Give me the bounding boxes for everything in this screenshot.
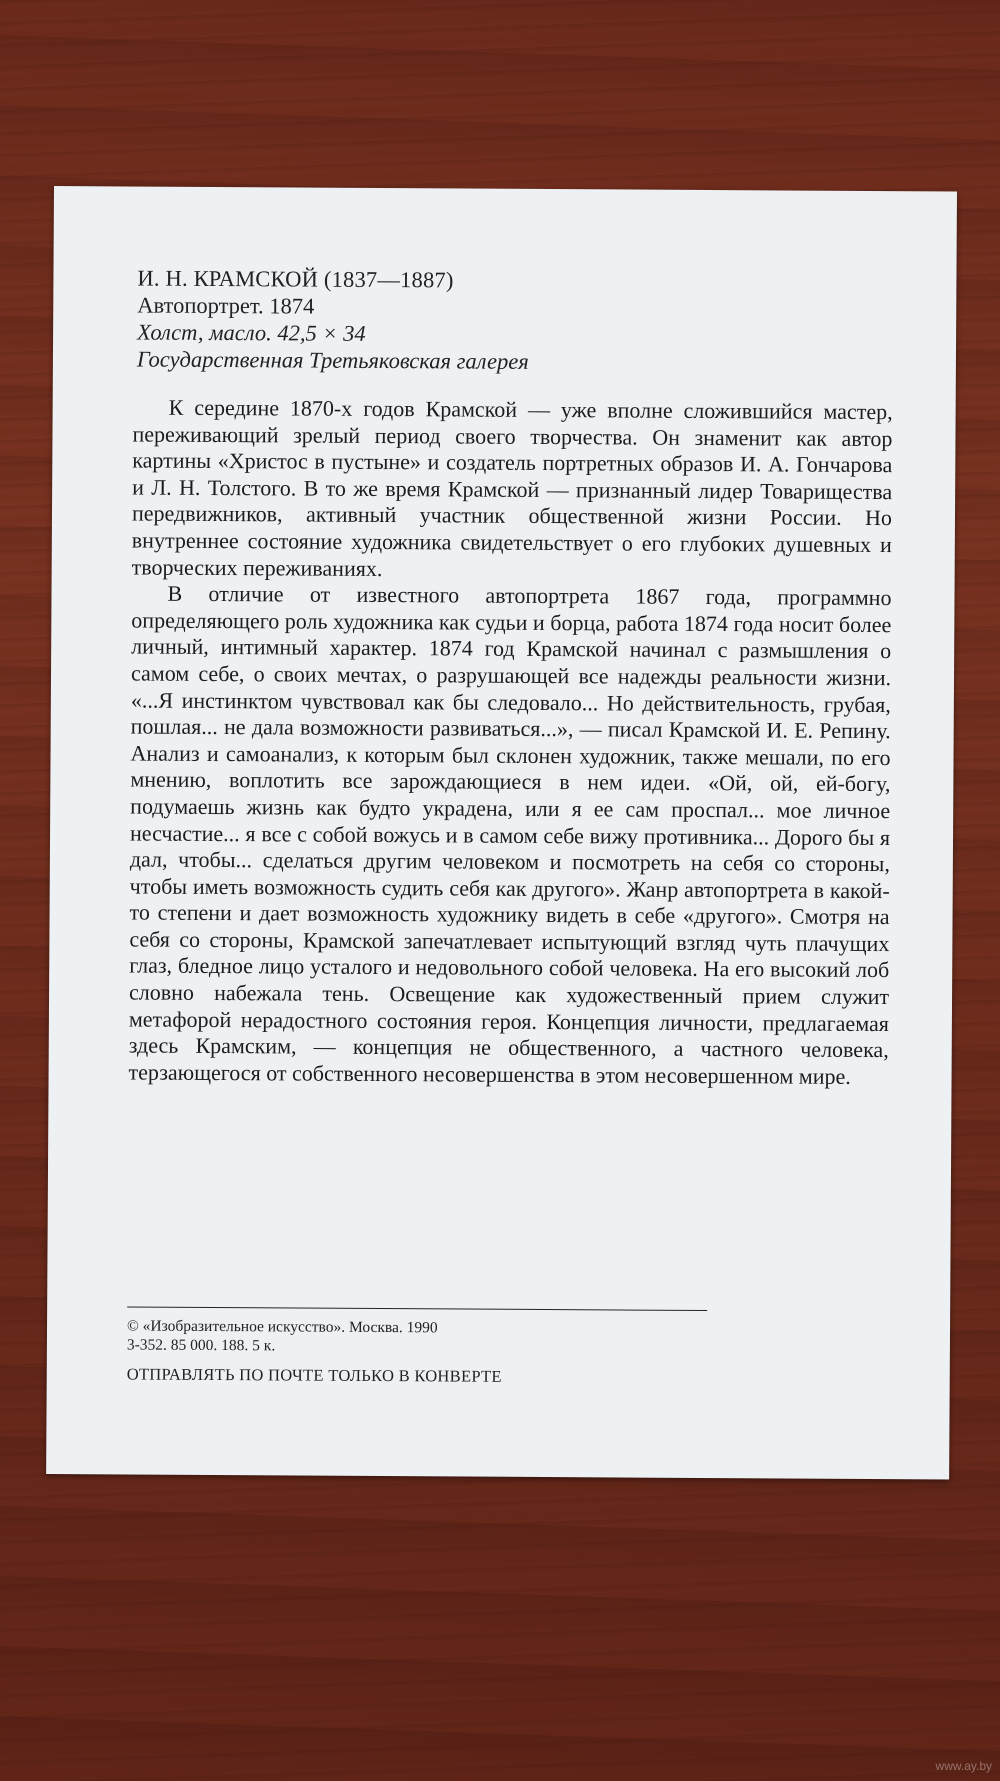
artist-name: И. Н. КРАМСКОЙ (1837—1887) — [137, 265, 454, 293]
paragraph-1: К середине 1870-х годов Крамской — уже вполне сложившийся мастер, переживающий зрелый период своего творчества. Он знаменит как автор картины «Христос в пустыне» и создатель портретных образов И. А. Гончарова и Л. Н. Толстого. В то же время Крамской — признанный лидер Товарищества передвижников, активный участник общественной жизни России. Но внутреннее состояние художника свидетельствует о его глубоких душевных и творческих переживаниях. — [131, 394, 893, 581]
artwork-medium: Холст, масло. 42,5 × 34 — [137, 319, 366, 346]
copyright-line: © «Изобразительное искусство». Москва. 1990 — [126, 1317, 438, 1337]
artwork-header — [137, 265, 529, 375]
mail-notice: ОТПРАВЛЯТЬ ПО ПОЧТЕ ТОЛЬКО В КОНВЕРТЕ — [126, 1364, 502, 1386]
publisher-info — [127, 1316, 438, 1356]
footer-divider — [127, 1306, 707, 1311]
print-code: 3-352. 85 000. 188. 5 к. — [126, 1336, 276, 1355]
artwork-title: Автопортрет. 1874 — [137, 292, 315, 319]
description-text — [129, 394, 893, 1090]
postcard-back — [46, 186, 957, 1479]
paragraph-2: В отличие от известного автопортрета 1867 года, программно определяющего роль художника как судьи и борца, работа 1874 года носит более личный, интимный характер. 1874 год Крамской начинал с размышления о самом себе, о своих мечтах, о разрушающей все надежды реальности жизни. «...Я инстинктом чувствовал как бы следовало... Но действительность, грубая, пошлая... не дала возможности развиваться...», — писал Крамской И. Е. Репину. Анализ и самоанализ, к которым был склонен художник, также мешали, по его мнению, воплотить все зарождающиеся в нем идеи. «Ой, ой, ей-богу, подумаешь жизнь как будто украдена, или я ее сам проспал... мое личное несчастие... я все с собой вожусь и в самом себе вижу противника... Дорого бы я дал, чтобы... сделаться другим человеком и посмотреть на себя со стороны, чтобы иметь возможность судить себя как другого». Жанр автопортрета в какой-то степени и дает возможность художнику видеть в себе «другого». Смотря на себя со стороны, Крамской запечатлевает испытующий взгляд чуть плачущих глаз, бледное лицо усталого и недовольного собой человека. На его высокий лоб словно набежала тень. Освещение как художественный прием служит метафорой нерадостного состояния героя. Концепция личности, предлагаемая здесь Крамским, — концепция не общественного, а частного человека, терзающегося от собственного несовершенства в этом несовершенном мире. — [128, 580, 892, 1089]
site-watermark: www.ay.by — [935, 1759, 992, 1773]
museum-name: Государственная Третьяковская галерея — [136, 346, 529, 374]
